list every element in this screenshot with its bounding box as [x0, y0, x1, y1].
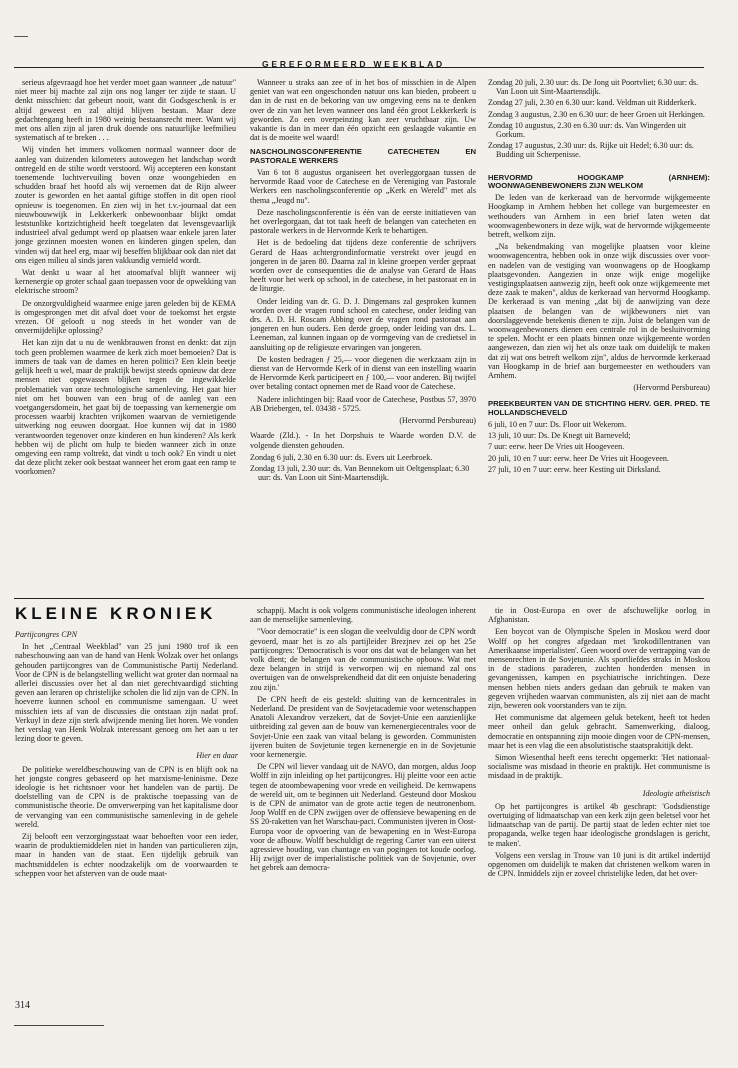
service-entry: Zondag 3 augustus, 2.30 en 6.30 uur: de heer Groen uit Herkingen.	[488, 109, 705, 119]
section-divider	[14, 598, 704, 599]
kroniek-column-2	[250, 606, 476, 1022]
paragraph: Van 6 tot 8 augustus organiseert het overleggorgaan tussen de hervormde Raad voor de Catechese en de Vereniging van Pastorale Werkers een nascholingsconferentie op „Kerk en Wereld" met als thema „Jeugd nu".	[250, 168, 476, 205]
service-entry: Zondag 20 juli, 2.30 uur: ds. De Jong uit Poortvliet; 6.30 uur: ds. Van Loon uit Sint-Maartensdijk.	[488, 78, 699, 97]
paragraph: Onder leiding van dr. G. D. J. Dingemans zal gesproken kunnen worden over de vragen rond school en catechese, onder leiding van drs. A. D. H. Roscam Abbing over de vragen rond pastoraat aan jongeren en hun ouders. Een derde groep, onder leiding van drs. L. Leeneman, zal kunnen ingaan op de vormgeving van de credietsel in aansluiting op de religieuze ervaringen van jongeren.	[250, 296, 476, 352]
section-heading-nascholing: NASCHOLINGSCONFERENTIE CATECHETEN EN PASTORALE WERKERS	[250, 147, 476, 166]
service-entry: Zondag 17 augustus, 2.30 uur: ds. Rijke uit Hedel; 6.30 uur: ds. Budding uit Scherpenisse.	[488, 141, 694, 160]
subhead-ideologie: Ideologie atheïstisch	[642, 788, 710, 798]
service-entry: 20 juli, 10 en 7 uur: eerw. heer De Vries uit Hoogeveen.	[488, 453, 669, 463]
corner-mark	[14, 36, 28, 37]
paragraph: serieus afgevraagd hoe het verder moet gaan wanneer „de natuur" niet meer bij machte zal zijn ons nog langer ter zijde te staan. U denkt misschien: dat gebeurt nooit, want dit Godsgeschenk is er altijd geweest en zal altijd blijven bestaan. Maar deze gedachtengang heeft in 1980 weinig bestaansrecht meer. Want wij met ons allen zijn al jaren druk doende ons natuurlijke leefmilieu systematisch af te breken . . .	[15, 78, 236, 143]
paragraph: Deze nascholingsconferentie is één van de eerste initiatieven van het overlegorgaan, dat tot taak heeft de belangen van catecheten en pastorale werkers in de Hervormde Kerk te behartigen.	[250, 207, 476, 236]
kleine-kroniek-title: KLEINE KRONIEK	[15, 604, 217, 623]
paragraph: Wanneer u straks aan zee of in het bos of misschien in de Alpen geniet van wat een ongeschonden natuur ons kan bieden, probeert u dan in de rust en de bekoring van uw omgeving eens na te denken over de zin van het leven wanneer ons land één groot Lekkerkerk is geworden. Zo een overpeinzing kan zeer vruchtbaar zijn. Uw vakantie is dan in meer dan één opzicht een geslaagde vakantie en dat is de moeite wel waard!	[250, 78, 476, 143]
paragraph: Zij belooft een verzorgingsstaat waar behoeften voor een ieder, waarin de produktiemiddelen niet in handen van particulieren zijn, maar in handen van de staat. Een tijdelijk gebruik van machtsmiddelen is echter noodzakelijk om de voorwaarden te scheppen voor het afsterven van de oude maat-	[15, 832, 238, 878]
paragraph: tie in Oost-Europa en over de afschuwelijke oorlog in Afghanistan.	[488, 606, 710, 625]
waarde-intro: Waarde (Zld.). - In het Dorpshuis te Waarde worden D.V. de volgende diensten gehouden.	[250, 431, 476, 450]
paragraph: Het is de bedoeling dat tijdens deze conferentie de schrijvers Gerard de Haas achtergrondinformatie verstrekt over jeugd en jongeren in de jaren 80. Daarna zal in kleine groepen verder gepraat worden over de consequenties die de analyse van Gerard de Haas heeft voor het werk op school, in de catechese, in het pastoraat en in de liturgie.	[250, 238, 476, 294]
column-3	[488, 78, 710, 596]
paragraph: Simon Wiesenthal heeft eens terecht opgemerkt: 'Het nationaal-socialisme was misdaad in theorie en praktijk. Het communisme is misdaad in de praktijk.	[488, 753, 710, 781]
paragraph: De CPN heeft de eis gesteld: sluiting van de kerncentrales in Nederland. De president van de Sovjetacademie voor wetenschappen Anatoli Alexandrov verzekert, dat de Sovjet-Unie een aanzienlijke uitbreiding zal geven aan de bouw van kernenergiecentrales voor de Sovjet-Unie een zaak van vitaal belang is geworden. Communisten ijveren buiten de Sovjetunie tegen kernenergie en in de Sovjetunie voor kernenergie.	[250, 694, 476, 760]
service-entry: 27 juli, 10 en 7 uur: eerw. heer Kesting uit Dirksland.	[488, 464, 661, 474]
paragraph: Wij vinden het immers volkomen normaal wanneer door de aanleg van duizenden kilometers autowegen het landschap wordt ontregeld en de stilte wordt verstoord. Wij accepteren een konstant toenemende luchtvervuiling boven onze woongebieden en schudden braaf het hoofd als wij vernemen dat de Rijn alweer zouter is geworden en het aantal giftige stoffen in dit open riool opnieuw is toegenomen. En zien wij in het t.v.-journaal dat een nieuwbouwwijk in Lekkerkerk onbewoonbaar blijkt omdat leststunlike kortzichtigheid heeft toegelaten dat levensgevaarlijk industrieel afval gedumpt werd op plaatsen waar enkele jaren later jonge gezinnen moesten wonen en kinderen gingen spelen, dan vinden wij dat heel erg, maar wij beseffen blijkbaar ook dan niet dat ons eigen milieu al sinds jaren vakkundig vernield wordt.	[15, 145, 236, 265]
kroniek-column-3	[488, 606, 710, 1022]
service-entry: 7 uur: eerw. heer De Vries uit Hoogeveen.	[488, 442, 625, 452]
paragraph: Wat denkt u waar al het atoomafval blijft wanneer wij kernenergie op groter schaal gaan toepassen voor de opwekking van elektrische stroom?	[15, 268, 236, 296]
paragraph: De leden van de kerkeraad van de hervormde wijkgemeente Hoogkamp in Arnhem hebben het college van burgemeester en wethouders van Arnhem in een brief laten weten dat woonwagenbewoners in deze wijk, wat de hervormde wijkgemeente betreft, welkom zijn.	[488, 193, 710, 240]
paragraph: „Na bekendmaking van mogelijke plaatsen voor kleine woonwagencentra, hebben ook in onze wijk discussies over voor- en nadelen van de vestiging van woonwagens op de Hoogkamp plaatsgevonden. Aangezien in onze wijk enige mogelijke vestigingsplaatsen aanwezig zijn, heeft ook onze wijkgemeente met deze zaak te maken", aldus de kerkeraad van hervormd Hoogkamp. De kerkeraad is van mening „dat bij de aanwijzing van deze plaatsen de belangen van de wijkbewoners niet van doorslaggevende betekenis dienen te zijn. Juist de belangen van de woonwagenbewoners dienen een centrale rol in de besluitvorming te spelen. Mocht er een plaats binnen onze wijkgemeente worden aangewezen, dan zien wij het als onze taak om duidelijk te maken dat zij wat ons betreft welkom zijn", aldus de hervormde kerkeraad van Hoogkamp in de brief aan burgemeester en wethouders van Arnhem.	[488, 242, 710, 381]
header-rule	[14, 67, 704, 68]
masthead: GEREFORMEERD WEEKBLAD	[262, 59, 445, 69]
section-heading-preekbeurten: PREEKBEURTEN VAN DE STICHTING HERV. GER. PRED. TE HOLLANDSCHEVELD	[488, 399, 710, 418]
paragraph: Op het partijcongres is artikel 4b geschrapt: 'Godsdienstige overtuiging of lidmaatschap van een kerk zijn geen beletsel voor het lidmaatschap van de partij. De partij staat de leden echter niet toe propaganda, welke tegen haar ideologische grondslagen is gericht, te maken'.	[488, 801, 710, 848]
signature: (Hervormd Persbureau)	[399, 416, 476, 426]
kroniek-column-1	[15, 630, 238, 1000]
paragraph: Volgens een verslag in Trouw van 10 juni is dit artikel indertijd opgenomen om duidelijk te maken dat christenen welkom waren in de CPN. Inmiddels zijn er zoveel christelijke leden, dat het over-	[488, 850, 710, 879]
paragraph: De kosten bedragen ƒ 25,— voor diegenen die werkzaam zijn in dienst van de Hervormde Kerk of in dienst van een instelling waarin de Hervormde Kerk participeert en ƒ 100,— voor anderen. Bij twijfel over betaling contact opnemen met de Raad voor de Catechese.	[250, 354, 476, 392]
service-entry: 6 juli, 10 en 7 uur: Ds. Floor uit Wekerom.	[488, 420, 627, 430]
paragraph: schappij. Macht is ook volgens communistische ideologen inherent aan de menselijke samenleving.	[250, 606, 476, 625]
service-entry: Zondag 10 augustus, 2.30 en 6.30 uur: ds. Van Wingerden uit Gorkum.	[488, 120, 687, 140]
service-entry: Zondag 6 juli, 2.30 en 6.30 uur: ds. Evers uit Leerbroek.	[250, 452, 433, 462]
service-entry: Zondag 13 juli, 2.30 uur: ds. Van Bennekom uit Oeltgensplaat; 6.30 uur: ds. Van Loon uit Sint-Maartensdijk.	[250, 463, 470, 483]
section-heading-hoogkamp: HERVORMD HOOGKAMP (ARNHEM): WOONWAGENBEWONERS ZIJN WELKOM	[488, 172, 710, 191]
paragraph: Nadere inlichtingen bij: Raad voor de Catechese, Postbus 57, 3970 AB Driebergen, tel. 03438 - 5725.	[250, 394, 476, 413]
service-entry: 13 juli, 10 uur: Ds. De Knegt uit Barneveld;	[488, 431, 631, 441]
subhead-hier-en-daar: Hier en daar	[196, 751, 238, 761]
kroniek-subtitle: Partijcongres CPN	[15, 630, 77, 639]
page-number: 314	[15, 1000, 30, 1011]
paragraph: Het kan zijn dat u nu de wenkbrauwen fronst en denkt: dat zijn toch geen problemen waarmee de kerk zich moet bemoeien? Dat is immers de taak van de dames en heren politici? Een klein beetje gelijk heeft u wel, maar de praktijk bewijst steeds opnieuw dat deze mensen niet opgewassen blijken tegen de ingewikkelde problematiek van onze technologische samenleving. Het gaat hier niet om het bouwen van een brug of de aanleg van een voetgangersdomein, het gaat bij de toepassing van kernenergie om processen waarbij krachten vrijkomen waarvan de vernietigende uitwerking nog eeuwen doorgaat. Hoe kunnen wij dat in 1980 verantwoorden tegenover onze kinderen en hun kinderen? Als kerk hebben wij de plicht om hulp te bieden wanneer zich in onze omgeving een ramp voltrekt, dat vindt u toch ook? En vindt u niet dat deze plicht zeker ook bestaat wanneer het erom gaat een ramp te voorkomen?	[15, 338, 236, 477]
paragraph: Het communisme dat algemeen geluk betekent, heeft tot heden meer onheil dan geluk gebracht. Samenwerking, dialoog, democratie en ontspanning zijn mooie dingen voor de CPN-mensen, maar het is een vlag die een absolutistische staatsprakitijk dekt.	[488, 713, 710, 750]
paragraph: In het „Centraal Weekblad" van 25 juni 1980 trof ik een nabeschouwing aan van de hand van Henk Wolzak over het onlangs gehouden partijcongres van de Communistische Partij Nederland. Voor de CPN is de belangstelling wellicht wat groter dan normaal na allerlei discussies over het al dan niet gerechtvaardigd stichting geven aan leraren op christelijke scholen die lid zijn van de CPN. In hoeverre kunnen school en communisme samengaan. U weet misschien iets af van de discussies die ontstaan zijn nadat prof. Verkuyl in deze zijn sterk afwijzende mening liet horen. We vonden het verslag van Henk Wolzak interessant genoeg om het aan u ter lezing door te geven.	[15, 642, 238, 744]
paragraph: De onzorgvuldigheid waarmee enige jaren geleden bij de KEMA is omgesprongen met dit afval doet voor de toekomst het ergste vrezen. Of gelooft u nog steeds in het wonder van de onvermijdelijke oplossing?	[15, 298, 236, 336]
paragraph: "Voor democratie" is een slogan die veelvuldig door de CPN wordt gevoerd, maar het is zo als partijleider Brezjnev zei op het 25e partijcongres: 'Democratisch is voor ons dat wat de belangen van het volk dient; de belangen van de communistische opbouw. Wat met deze belangen in strijd is verworpen wij en niemand zal ons overtuigen van de onwelsprekendheid dat dit een onjuiste benadering zou zijn.'	[250, 627, 476, 692]
signature: (Hervormd Persbureau)	[633, 383, 710, 393]
paragraph: Een boycot van de Olympische Spelen in Moskou werd door Wolff op het congres afgedaan met 'krokodillentranen van Amerikaanse imperialisten'. Geen woord over de vertrapping van de mensenrechten in de Sovjetunie. Als sportliefdes straks in Moskou in de stadions paraderen, zuchten honderden mensen in gevangenissen, kampen en psychiatrische inrichtingen. Deze mensen hebben niets anders gedaan dan gebruik te maken van gegeven vrijheden waarvan communisten, als zij niet aan de macht zijn, beweren ook voorstanders van te zijn.	[488, 627, 710, 711]
paragraph: De politieke wereldbeschouwing van de CPN is en blijft ook na het jongste congres gebaseerd op het marxisme-leninisme. Deze ideologie is het richtsnoer voor het handelen van de partij. De doelstelling van de CPN is de praktische toepassing van de communistische theorie. De omverwerping van het kapitalisme door de vervanging van een communistische samenleving in de gehele wereld.	[15, 764, 238, 829]
bottom-rule	[14, 1025, 104, 1026]
service-entry: Zondag 27 juli, 2.30 en 6.30 uur: kand. Veldman uit Ridderkerk.	[488, 98, 697, 108]
column-2	[250, 78, 476, 596]
paragraph: De CPN wil liever vandaag uit de NAVO, dan morgen, aldus Joop Wolff in zijn inleiding op het partijcongres. Hij pleitte voor een actie tegen de atoombewapening voor vrede en veiligheid. De kernwapens de wereld uit, om te beginnen uit Nederland. Gesteund door Moskou is de CPN de animator van de grote actie tegen de neutronenbom. Joop Wolff en de CPN zwijgen over de offensieve bewapening en de SS 20-raketten van het Warschau-pact. Communisten ijveren in Oost-Europa voor de opvoering van de bewapening en in West-Europa voor de afbouw. Wolff beschuldigt de regering Carter van een uiterst agressieve houding, van chantage en van pogingen tot koude oorlog. Hij zwijgt over de imperialistische politiek van de Sovjetunie, over het gebrek aan democra-	[250, 762, 476, 873]
column-1	[15, 78, 236, 596]
